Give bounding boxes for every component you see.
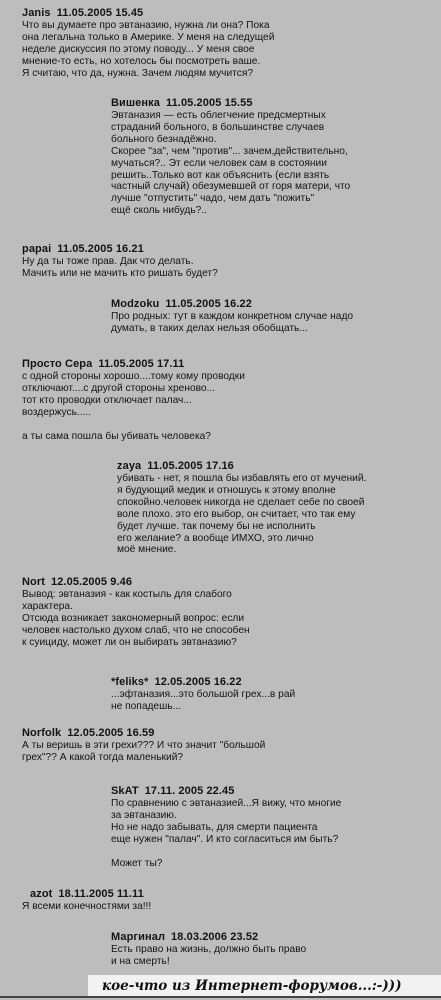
post-header xyxy=(111,298,353,310)
post-date: 11.05.2005 15.45 xyxy=(56,7,144,19)
post-text-line: мучаться?.. Эт если человек сам в состоянии xyxy=(111,157,327,169)
post-author: Вишенка xyxy=(111,97,160,109)
post-zaya xyxy=(117,460,366,556)
post-text-line: Про родных: тут в каждом конкретном случае надо xyxy=(111,311,354,322)
post-text-line: она легальна только в Америке. У меня на следущей xyxy=(22,31,275,43)
post-date: 11.05.2005 16.21 xyxy=(57,243,144,255)
post-date: 12.05.2005 9.46 xyxy=(51,576,133,588)
post-text-line: и на смерть! xyxy=(111,955,170,967)
post-text-line: Ну да ты тоже прав. Дак что делать. xyxy=(22,256,194,267)
post-text-line: с одной стороны хорошо....тому кому проводки xyxy=(22,371,245,382)
post-text-line: неделе дискуссия по этому поводу... У меня свое xyxy=(22,43,255,55)
post-text-line: Что вы думаете про эвтаназию, нужна ли она? Пока xyxy=(22,20,270,31)
post-text-line: лучше "отпустить" чадо, чем дать "пожить" xyxy=(111,193,315,205)
post-author: papai xyxy=(22,243,52,255)
post-author: Маргинал xyxy=(111,931,166,943)
post-date: 12.05.2005 16.22 xyxy=(154,676,242,688)
post-text-line: Эвтаназия — есть облегчение предсмертных xyxy=(111,110,326,121)
post-text-line: тот кто проводки отключает палач... xyxy=(22,394,192,406)
post-feliks xyxy=(111,676,295,713)
post-date: 11.05.2005 17.11 xyxy=(98,358,185,370)
post-text-line: за эвтаназию. xyxy=(111,809,177,821)
post-text-line: Отсюда возникает закономерный вопрос: если xyxy=(22,612,245,624)
post-author: Janis xyxy=(22,7,51,19)
post-text-line: я будующий медик и отношусь к этому вполне xyxy=(117,484,336,496)
post-date: 11.05.2005 15.55 xyxy=(165,97,253,109)
post-text-line: человек настолько духом слаб, что не способен xyxy=(22,624,250,636)
post-text-line: моё мнение. xyxy=(117,544,177,556)
post-header xyxy=(111,676,295,688)
post-header xyxy=(111,785,341,797)
post-date: 17.11. 2005 22.45 xyxy=(144,785,235,797)
post-text-line: Мачить или не мачить кто ришать будет? xyxy=(22,267,218,279)
post-text-line: ...эфтаназия...это большой грех...в рай xyxy=(111,689,296,700)
post-text-line: воле плохо. это его выбор, он считает, что так ему xyxy=(117,508,356,520)
paragraph-gap xyxy=(111,846,341,858)
post-text-line: характера. xyxy=(22,600,73,612)
post-date: 18.11.2005 11.11 xyxy=(58,888,144,900)
post-vishenka xyxy=(111,97,350,217)
post-text-line: больного безнадёжно. xyxy=(111,133,217,145)
post-text-line: отключают....с другой стороны хреново... xyxy=(22,382,216,394)
post-author: *feliks* xyxy=(111,676,149,688)
post-norfolk xyxy=(22,727,265,764)
post-text-line: будет лучше. так почему бы не исполнить xyxy=(117,520,316,532)
post-text-line: По сравнению с эвтаназией...Я вижу, что многие xyxy=(111,798,342,809)
post-header xyxy=(111,97,350,109)
post-azot xyxy=(22,888,152,913)
footer-caption: кое-что из Интернет-форумов...:-))) xyxy=(88,975,441,997)
post-marginal xyxy=(111,931,306,968)
post-text-line: еще нужен "палач". И кто согласиться им быть? xyxy=(111,833,339,845)
post-author: zaya xyxy=(117,460,142,472)
post-text-line: Я считаю, что да, нужна. Зачем людям мучится? xyxy=(22,67,254,79)
post-author: SkAT xyxy=(111,785,139,797)
post-header xyxy=(22,576,250,588)
post-text-line: а ты сама пошла бы убивать человека? xyxy=(22,430,211,442)
post-date: 11.05.2005 17.16 xyxy=(147,460,234,472)
post-papai xyxy=(22,243,218,280)
post-text-line: его желание? а вообще ИМХО, это лично xyxy=(117,532,314,544)
post-text-line: страданий больного, в большинстве случаев xyxy=(111,121,325,133)
post-janis xyxy=(22,7,274,80)
post-text-line: Есть право на жизнь, должно быть право xyxy=(111,944,307,955)
post-text-line: к суициду, может ли он выбирать эвтаназию? xyxy=(22,636,237,648)
post-text-line: ещё сколь нибудь?.. xyxy=(111,205,207,217)
post-text-line: грех"?? А какой тогда маленький? xyxy=(22,751,184,763)
post-text-line: Но не надо забывать, для смерти пациента xyxy=(111,821,318,833)
post-header xyxy=(22,358,245,370)
post-modzoku xyxy=(111,298,353,335)
footer-rule xyxy=(0,996,441,998)
post-text-line: спокойно.человек никогда не сделает себе по своей xyxy=(117,496,365,508)
post-date: 18.03.2006 23.52 xyxy=(171,931,259,943)
post-text-line: воздержусь..... xyxy=(22,406,92,418)
post-text-line: Вывод: эвтаназия - как костыль для слабого xyxy=(22,589,232,600)
post-text-line: Я всеми конечностями за!!! xyxy=(22,901,152,912)
post-text-line: мнение-то есть, но хотелось бы посмотреть ваше. xyxy=(22,55,261,67)
post-author: Просто Сера xyxy=(22,358,93,370)
post-text-line: думать, в таких делах нельзя обобщать... xyxy=(111,322,308,334)
post-author: Nort xyxy=(22,576,46,588)
post-text-line: Может ты? xyxy=(111,857,163,869)
paragraph-gap xyxy=(22,419,245,431)
post-text-line: частный случай) обезумевшей от горя матери, что xyxy=(111,181,351,193)
post-author: Modzoku xyxy=(111,298,160,310)
post-header xyxy=(111,931,306,943)
post-text-line: А ты веришь в эти грехи??? И что значит "большой xyxy=(22,740,266,751)
post-header xyxy=(22,243,218,255)
post-skat xyxy=(111,785,341,869)
post-header xyxy=(30,888,151,900)
post-author: Norfolk xyxy=(22,727,62,739)
post-header xyxy=(22,727,265,739)
post-header xyxy=(117,460,366,472)
post-text-line: не попадешь... xyxy=(111,700,182,712)
post-text-line: решить..Только вот как объяснить (если взять xyxy=(111,169,330,181)
post-date: 11.05.2005 16.22 xyxy=(165,298,252,310)
post-prosto-sera xyxy=(22,358,245,442)
post-text-line: Скорее "за", чем "против"... зачем,действительно, xyxy=(111,145,348,157)
post-author: azot xyxy=(30,888,53,900)
post-nort xyxy=(22,576,250,649)
post-header xyxy=(22,7,274,19)
post-date: 12.05.2005 16.59 xyxy=(67,727,155,739)
post-text-line: убивать - нет, я пошла бы избавлять его от мучений. xyxy=(117,473,367,484)
